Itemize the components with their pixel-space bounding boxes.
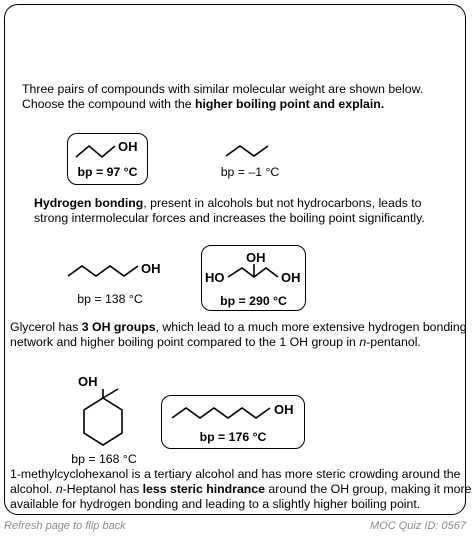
svg-text:OH: OH	[118, 139, 138, 154]
heptanol-bp: bp = 176 °C	[199, 430, 267, 444]
explain-3-line-2: alcohol. n-Heptanol has less steric hindrance around the OH group, making it more	[10, 482, 472, 496]
question-line-1: Three pairs of compounds with similar molecular weight are shown below.	[22, 82, 424, 96]
explain-3-line-3: available for hydrogen bonding and leading to a slightly higher boiling point.	[10, 497, 421, 511]
butane-bp: bp = –1 °C	[220, 165, 280, 179]
explain-2-line-1: Glycerol has 3 OH groups, which lead to a much more extensive hydrogen bonding	[10, 320, 467, 334]
methylcyclohexanol-bp: bp = 168 °C	[71, 452, 137, 466]
svg-text:OH: OH	[274, 402, 294, 417]
svg-text:OH: OH	[281, 270, 301, 285]
pentanol-bp: bp = 138 °C	[77, 292, 143, 306]
explain-1-line-2: strong intermolecular forces and increases the boiling point significantly.	[34, 211, 425, 225]
glycerol-bp: bp = 290 °C	[220, 294, 287, 308]
explain-3-line-1: 1-methylcyclohexanol is a tertiary alcohol and has more steric crowding around the	[10, 467, 461, 481]
refresh-hint-link[interactable]: Refresh page to flip back	[4, 520, 126, 532]
explain-2-line-2: network and higher boiling point compared to the 1 OH group in n-pentanol.	[10, 335, 421, 349]
svg-text:OH: OH	[78, 374, 98, 389]
propanol-bp: bp = 97 °C	[77, 165, 138, 179]
svg-text:OH: OH	[141, 261, 161, 276]
svg-text:HO: HO	[205, 270, 225, 285]
explain-1-line-1: Hydrogen bonding, present in alcohols but not hydrocarbons, leads to	[34, 196, 422, 210]
quiz-id-label: MOC Quiz ID: 0567	[370, 520, 466, 532]
svg-text:OH: OH	[246, 250, 266, 265]
question-line-2: Choose the compound with the higher boiling point and explain.	[22, 97, 385, 111]
